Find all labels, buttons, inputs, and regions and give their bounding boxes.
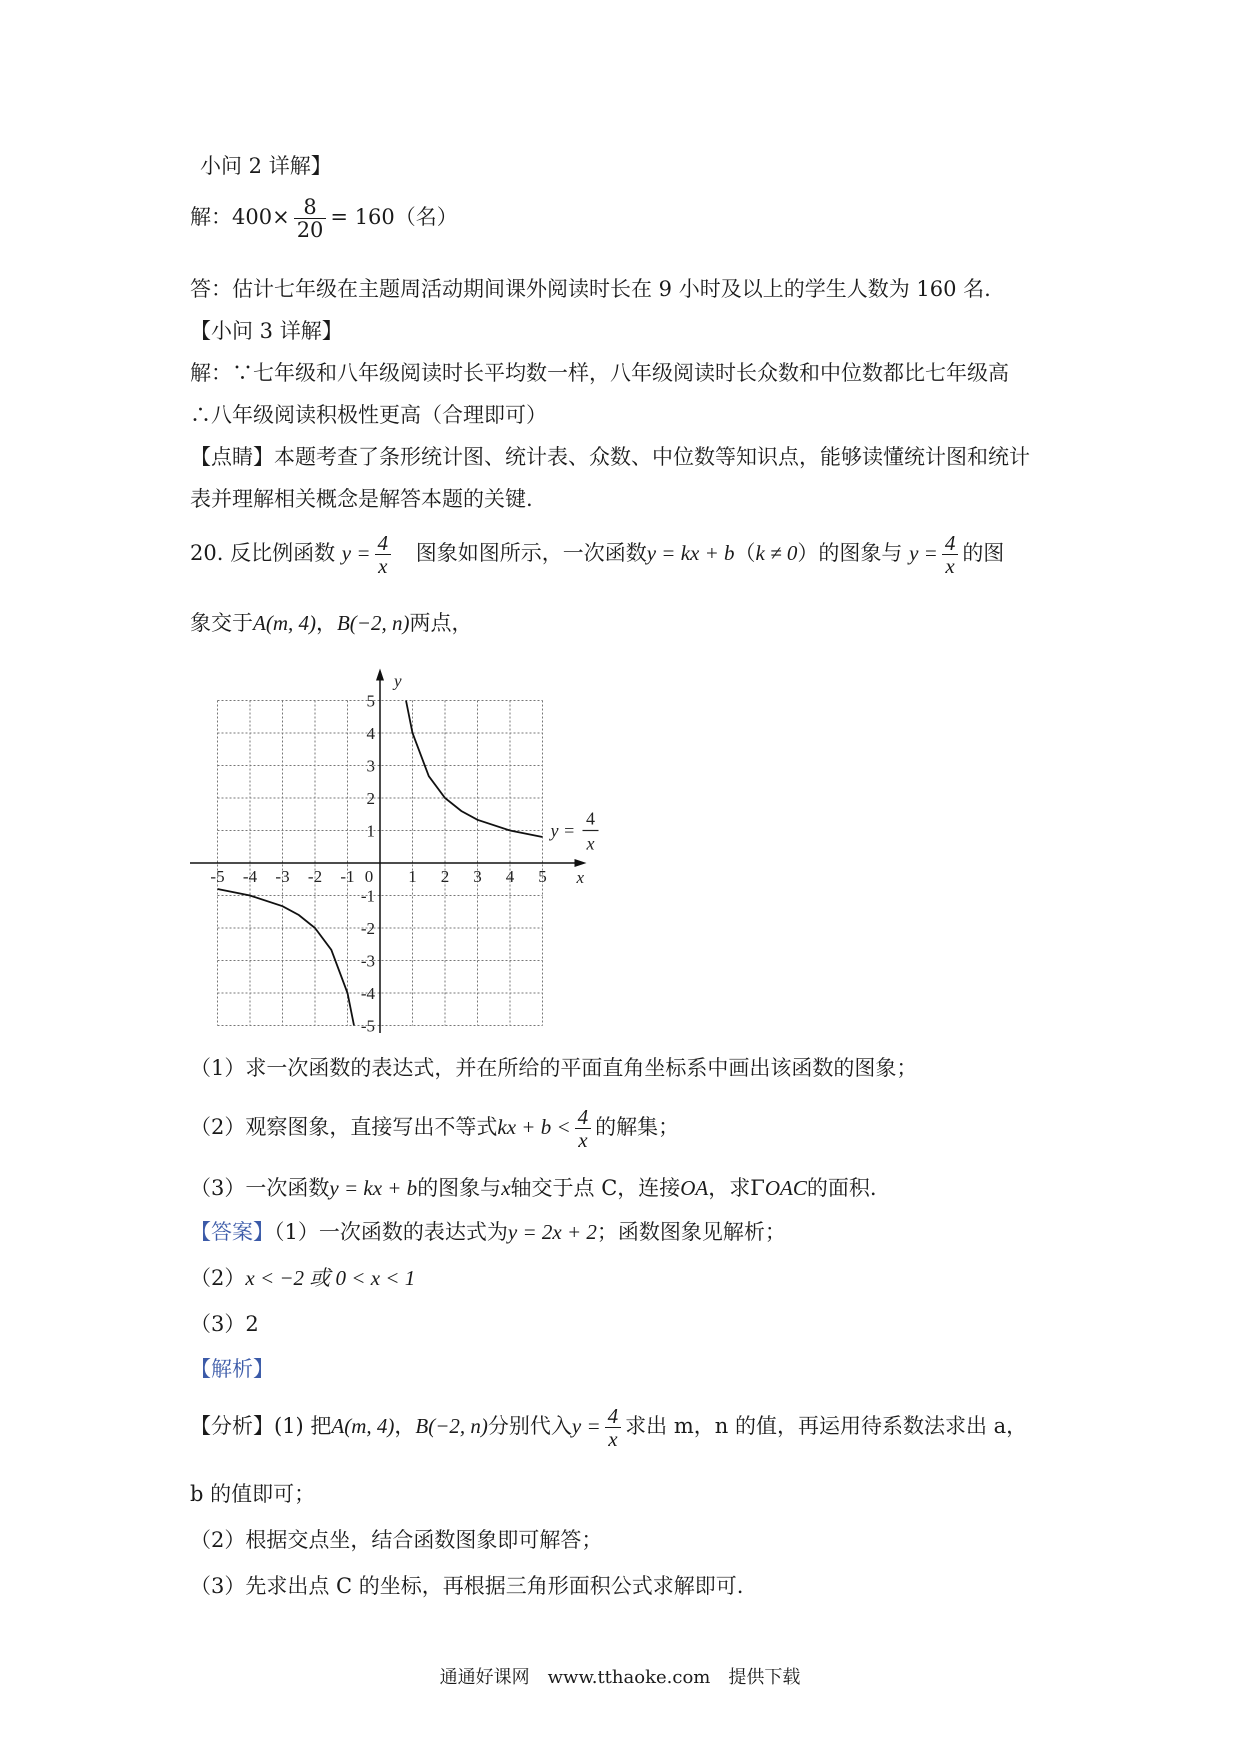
section-q3-title: 【小问 3 详解】 [190,319,343,343]
analysis-point-a: A(m, 4) [331,1414,395,1439]
answer-1-expr: y = 2x + 2 [507,1220,597,1244]
tick-labels [210,672,584,1034]
question-2-a: （2）观察图象，直接写出不等式 [190,1115,498,1140]
problem20-text-4: ）的图象与 [797,541,903,566]
axes [190,669,587,1034]
fraction-numerator: 4 [377,531,389,555]
x-tick-label: -1 [340,867,355,886]
question-1: （1）求一次函数的表达式，并在所给的平面直角坐标系中画出该函数的图象； [190,1056,918,1080]
analysis-tag: 【解析】 [190,1357,274,1381]
question-2 [190,1106,679,1151]
q3-line-2: ∴八年级阅读积极性更高（合理即可） [190,403,547,427]
problem20-line2-b: 两点， [409,611,473,635]
y-tick-label: -3 [360,951,375,971]
question-3-c: 轴交于点 C，连接 [510,1176,681,1200]
q2-expr-a: 400× [232,205,290,230]
y-tick-label: -2 [360,919,375,938]
problem20-line2-a: 象交于 [190,611,253,635]
q2-solution-prefix: 解： [190,205,232,230]
x-tick-label: -5 [210,867,225,886]
answer-3: （3）2 [190,1312,259,1336]
answer-2-expr: x < −2 或 0 < x < 1 [245,1266,416,1290]
answer-1-suffix: ；函数图象见解析； [596,1220,786,1244]
x-axis-label: x [576,868,585,887]
answer-2 [190,1262,415,1292]
y-tick-label: -4 [360,984,375,1003]
question-3-b: 的图象与 [417,1176,502,1200]
y-tick-label: 5 [366,691,375,711]
section-q2-title: 小问 2 详解】 [200,154,332,178]
problem20-fraction-2 [942,532,959,577]
comment-line-1: 【点睛】本题考查了条形统计图、统计表、众数、中位数等知识点，能够读懂统计图和统计 [190,445,1030,469]
fraction-numerator: 4 [577,1105,589,1129]
problem20-linear: y = kx + b [646,541,735,566]
answer-1 [190,1216,786,1246]
analysis-fraction [605,1405,622,1450]
x-tick-label: 5 [538,867,547,886]
question-3 [190,1172,877,1202]
analysis-line-1 [190,1405,1027,1450]
question-3-a: （3）一次函数 [190,1176,330,1200]
x-tick-label: -4 [242,867,258,886]
y-tick-label: -5 [360,1016,375,1033]
fraction-denominator: x [375,554,392,577]
question-3-oac: OAC [764,1176,807,1200]
hyperbola-branch [406,701,543,838]
q2-frac-den: 20 [294,218,327,241]
problem20-text-2: 图象如图所示，一次函数 [415,541,647,566]
footer: 通通好课网 www.tthaoke.com 提供下载 [439,1667,801,1688]
x-tick-label: 2 [440,867,450,886]
analysis-1-b: 分别代入 [487,1414,572,1439]
problem20-sep: ， [315,611,337,635]
x-tick-label: -2 [307,867,323,886]
analysis-1-c: 求出 m，n 的值，再运用待系数法求出 a， [625,1414,1028,1439]
x-tick-label: 0 [364,867,374,886]
y-axis-label: y [394,671,402,691]
problem20-text-5: 的图 [962,541,1005,566]
problem20-number: 20. 反比例函数 [190,541,336,566]
problem20-y-eq-2: y = [909,541,938,566]
hyperbola-graph [190,648,630,1033]
q2-solution [190,196,458,241]
x-tick-label: 1 [408,867,417,886]
y-tick-label: 1 [366,821,375,841]
y-tick-label: 4 [366,724,375,743]
q2-fraction [294,196,327,241]
analysis-1-a: 【分析】(1) 把 [190,1414,332,1439]
point-a: A(m, 4) [253,611,316,635]
question-3-e: 的面积. [806,1176,877,1200]
curve-label-denominator: x [586,833,595,854]
x-axis-arrow [575,859,587,867]
curve-label-lhs: y = [550,820,576,841]
q2-frac-num: 8 [303,195,317,219]
problem20-line-1 [190,532,1004,577]
question-2-fraction [575,1106,592,1151]
question-3-oa: OA [680,1176,709,1200]
question-3-x: x [501,1176,511,1200]
question-3-expr: y = kx + b [329,1176,418,1200]
comment-line-2: 表并理解相关概念是解答本题的关键. [190,487,533,511]
analysis-line-2: b 的值即可； [190,1482,316,1506]
fraction-numerator: 4 [944,531,956,555]
hyperbola-branch [218,889,355,1026]
curve-label-numerator: 4 [586,808,595,829]
answer-1-prefix: （1）一次函数的表达式为 [274,1220,508,1244]
x-tick-label: 3 [473,867,482,886]
answer-tag: 【答案】 [190,1220,274,1244]
y-axis-arrow [376,669,384,681]
problem20-condition: k ≠ 0 [755,541,798,566]
problem20-paren-open: （ [734,541,756,566]
analysis-point-b: B(−2, n) [415,1414,488,1439]
y-tick-label: 2 [366,789,375,808]
problem20-line-2 [190,607,472,637]
question-2-expr: kx + b < [497,1115,571,1140]
analysis-y-eq: y = [571,1414,601,1439]
answer-2-prefix: （2） [190,1266,246,1290]
question-3-d: ，求Γ [708,1176,765,1200]
q3-line-1: 解：∵七年级和八年级阅读时长平均数一样，八年级阅读时长众数和中位数都比七年级高 [190,361,1009,385]
question-2-b: 的解集； [595,1115,680,1140]
fraction-denominator: x [605,1427,622,1450]
y-tick-label: 3 [366,756,375,776]
analysis-line-3: （2）根据交点坐，结合函数图象即可解答； [190,1528,603,1552]
problem20-y-eq: y = [341,541,371,566]
fraction-denominator: x [942,554,959,577]
x-tick-label: -3 [275,867,290,886]
fraction-numerator: 4 [607,1404,619,1428]
analysis-line-4: （3）先求出点 C 的坐标，再根据三角形面积公式求解即可. [190,1574,744,1598]
q2-expr-b: = 160（名） [330,205,458,230]
problem20-fraction [375,532,392,577]
fraction-denominator: x [575,1128,592,1151]
y-tick-label: -1 [360,886,375,906]
x-tick-label: 4 [505,867,515,886]
curve-label [549,809,599,854]
q2-answer: 答：估计七年级在主题周活动期间课外阅读时长在 9 小时及以上的学生人数为 160 名. [190,277,991,301]
analysis-sep: ， [394,1414,416,1439]
point-b: B(−2, n) [336,611,410,635]
